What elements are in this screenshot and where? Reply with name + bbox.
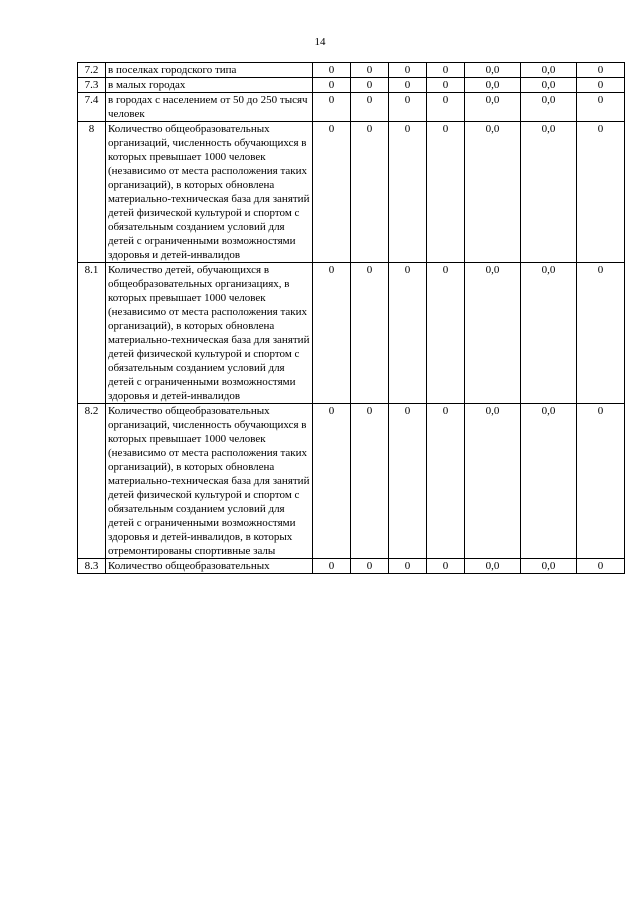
value-cell: 0 (389, 404, 427, 559)
value-cell: 0,0 (521, 263, 577, 404)
value-cell: 0 (313, 122, 351, 263)
table-row (78, 122, 625, 263)
value-cell: 0 (389, 93, 427, 122)
value-cell: 0 (427, 78, 465, 93)
value-cell: 0,0 (465, 559, 521, 574)
value-cell: 0 (351, 263, 389, 404)
table-row (78, 78, 625, 93)
value-cell: 0 (427, 63, 465, 78)
row-description: Количество общеобразовательных организаций, численность обучающихся в которых превышает 1000 человек (независимо от места расположения таких организаций), в которых обновлена материально-техническая база для занятий детей физической культурой и спортом с обязательным созданием условий для детей с ограниченными возможностями здоровья и детей-инвалидов (106, 122, 313, 263)
value-cell: 0,0 (465, 93, 521, 122)
table-row (78, 63, 625, 78)
value-cell: 0,0 (521, 404, 577, 559)
row-description: в городах с населением от 50 до 250 тысяч человек (106, 93, 313, 122)
value-cell: 0,0 (521, 78, 577, 93)
row-number: 8 (78, 122, 106, 263)
table-row (78, 404, 625, 559)
value-cell: 0,0 (465, 263, 521, 404)
value-cell: 0 (313, 404, 351, 559)
value-cell: 0 (351, 78, 389, 93)
value-cell: 0 (577, 122, 625, 263)
value-cell: 0 (577, 404, 625, 559)
value-cell: 0 (389, 263, 427, 404)
value-cell: 0 (351, 93, 389, 122)
table-row (78, 263, 625, 404)
value-cell: 0 (427, 559, 465, 574)
value-cell: 0 (427, 122, 465, 263)
value-cell: 0 (351, 404, 389, 559)
value-cell: 0 (577, 93, 625, 122)
table-row (78, 93, 625, 122)
row-description: Количество детей, обучающихся в общеобразовательных организациях, в которых превышает 1000 человек (независимо от места расположения таких организаций), в которых обновлена материально-техническая база для занятий детей физической культурой и спортом с обязательным созданием условий для детей с ограниченными возможностями здоровья и детей-инвалидов (106, 263, 313, 404)
value-cell: 0 (313, 93, 351, 122)
row-description: Количество общеобразовательных организаций, численность обучающихся в которых превышает 1000 человек (независимо от места расположения таких организаций), в которых обновлена материально-техническая база для занятий детей физической культурой и спортом с обязательным созданием условий для детей с ограниченными возможностями здоровья и детей-инвалидов, в которых отремонтированы спортивные залы (106, 404, 313, 559)
row-number: 8.1 (78, 263, 106, 404)
value-cell: 0 (577, 63, 625, 78)
page-number: 14 (314, 36, 326, 48)
value-cell: 0,0 (465, 122, 521, 263)
value-cell: 0,0 (465, 404, 521, 559)
row-number: 8.3 (78, 559, 106, 574)
value-cell: 0 (427, 404, 465, 559)
value-cell: 0 (389, 63, 427, 78)
row-description: в малых городах (106, 78, 313, 93)
row-number: 7.3 (78, 78, 106, 93)
row-number: 7.2 (78, 63, 106, 78)
value-cell: 0,0 (521, 559, 577, 574)
value-cell: 0,0 (465, 78, 521, 93)
table-row (78, 559, 625, 574)
value-cell: 0 (577, 263, 625, 404)
value-cell: 0,0 (521, 93, 577, 122)
value-cell: 0 (351, 559, 389, 574)
row-description: Количество общеобразовательных (106, 559, 313, 574)
row-number: 8.2 (78, 404, 106, 559)
value-cell: 0,0 (465, 63, 521, 78)
value-cell: 0 (427, 263, 465, 404)
value-cell: 0 (389, 122, 427, 263)
value-cell: 0 (427, 93, 465, 122)
value-cell: 0 (313, 263, 351, 404)
value-cell: 0 (389, 78, 427, 93)
value-cell: 0 (389, 559, 427, 574)
value-cell: 0,0 (521, 122, 577, 263)
value-cell: 0 (577, 559, 625, 574)
value-cell: 0 (313, 63, 351, 78)
value-cell: 0 (351, 63, 389, 78)
value-cell: 0 (313, 559, 351, 574)
value-cell: 0 (577, 78, 625, 93)
value-cell: 0 (313, 78, 351, 93)
row-description: в поселках городского типа (106, 63, 313, 78)
row-number: 7.4 (78, 93, 106, 122)
indicators-table (77, 62, 625, 574)
value-cell: 0 (351, 122, 389, 263)
value-cell: 0,0 (521, 63, 577, 78)
